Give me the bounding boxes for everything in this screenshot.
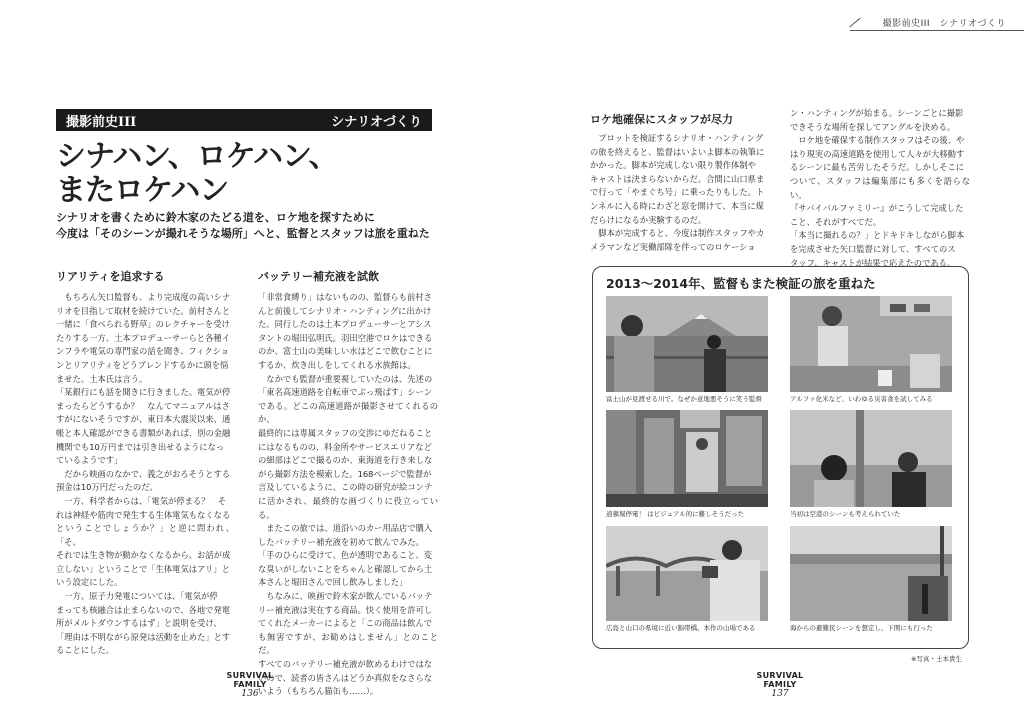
body-line: タントの堀田弘明氏。羽田空港でロケはできる <box>258 332 433 343</box>
footer-right <box>740 671 820 699</box>
caption-5: 広島と山口の県境に近い錦帯橋。本作の山場である <box>606 624 756 632</box>
caption-3: 道頓堀停電！ はビジュアル的に難しそうだった <box>606 510 745 518</box>
body-line: 所がメルトダウンするはず」と説明を受け、 <box>56 618 222 629</box>
body-line: キャストは決まらないからだ。合間に山口県ま <box>590 173 765 184</box>
column-battery <box>258 270 438 699</box>
body-line: ついて、スタッフは編集部にも多くを語らない。 <box>790 175 970 200</box>
body-reality <box>56 291 234 658</box>
body-line: まっても核融合は止まらないので、各地で発電 <box>56 604 231 615</box>
body-line: ちなみに、映画で鈴木家が飲んでいるバッテ <box>258 591 433 602</box>
body-line: も無害ですが、お勧めはしません」とのことだ。 <box>258 631 438 656</box>
body-line: んと前後してシナリオ・ハンティングに出かけ <box>258 305 432 316</box>
body-line: メラマンなど実働部隊を伴ってのロケーショ <box>590 241 756 252</box>
column-location <box>590 113 770 254</box>
photo-emergency-food <box>790 296 952 392</box>
body-line: だらけになるか実験するのだ。 <box>590 214 707 225</box>
body-line: またこの旅では、道沿いのカー用品店で購入 <box>258 523 433 534</box>
body-line: いので、読者の皆さんはどうか真似をなさらな <box>258 672 433 683</box>
body-line: リー補充液は実在する商品。快く使用を許可し <box>258 604 433 615</box>
body-line: 預金は10万円だったのだ。 <box>56 482 158 493</box>
footer-left <box>210 671 290 699</box>
column-reality <box>56 270 234 658</box>
body-line: だから映画のなかで、義之がおろそうとする <box>56 468 231 479</box>
body-line: れは神経や筋肉で発生する生体電気もなくなる <box>56 509 231 520</box>
body-line: 「東名高速道路を自転車でぶっ飛ばす」シーン <box>258 387 433 398</box>
running-head: 撮影前史III シナリオづくり <box>882 19 1006 29</box>
body-line: 「某銀行にも話を聞きに行きました。電気が停 <box>56 387 231 398</box>
body-line: にはなるものの、料金所やサービスエリアなど <box>258 441 432 452</box>
photo-box-title: 2013〜2014年、監督もまた検証の旅を重ねた <box>606 276 876 291</box>
photo-credit: ※写真・土本貴生 <box>911 655 962 663</box>
photo-kintaikyo <box>606 526 768 621</box>
body-line: まったらどうするか？ なんてマニュアルはさ <box>56 400 230 411</box>
caption-6: 海からの避難民シーンを想定し、下関にも行った <box>790 624 933 632</box>
body-line: がら撮影方法を模索した。168ページで監督が <box>258 468 432 479</box>
body-line: はり現実の高速道路を使用して人々が大移動す <box>790 148 965 159</box>
body-line: 機関でも10万円までは引き出せるようになっ <box>56 441 225 452</box>
page-headline <box>56 140 436 208</box>
body-line: ンとリアリティをどうブレンドするかに頭を悩 <box>56 359 229 370</box>
body-line: こと、それがすべてだ。 <box>790 216 882 227</box>
body-line: もちろん矢口監督も、より完成度の高いシナ <box>56 292 231 302</box>
page-number-right: 137 <box>771 689 789 699</box>
running-head-rule <box>850 30 1024 31</box>
body-line: ンネルに入る時にわざと窓を開けて、本当に煤 <box>590 200 764 211</box>
body-line: た。同行したのは土本プロデューサーとアシス <box>258 319 432 330</box>
body-line: 『サバイバルファミリー』がこうして完成した <box>790 203 964 214</box>
body-line: で行って「やまぐち号」に乗ったりもした。ト <box>590 187 765 198</box>
body-line: 一方、科学者からは、「電気が停まる？ そ <box>56 495 227 506</box>
footer-left-brand: SURVIVAL FAMILY <box>226 671 274 689</box>
body-line: するか、炊き出しをしてくれる水族館は。 <box>258 359 416 370</box>
heading-battery: バッテリー補充液を試飲 <box>258 270 379 283</box>
body-line: なかでも監督が重要視していたのは、先述の <box>258 373 433 384</box>
body-line: 言及しているように、この時の研究が絵コンテ <box>258 482 433 493</box>
body-line: いう設定にした。 <box>56 577 123 588</box>
heading-reality: リアリティを追求する <box>56 270 165 283</box>
body-line: 「理由は不明ながら原発は活動を止めた」とす <box>56 631 231 642</box>
body-line: 立しない」ということで「生体電気はアリ」と <box>56 563 230 574</box>
body-location <box>590 132 770 254</box>
body-line: の細部はどこで撮るのか、東海道を行き来しな <box>258 455 433 466</box>
body-line: に活かされ、最終的な画づくりに役立っている。 <box>258 495 438 520</box>
body-line: ているようです」 <box>56 455 123 466</box>
body-line: 「手のひらに受けて、色が透明であること、変 <box>258 550 433 561</box>
title-bar-right: シナリオづくり <box>331 114 422 130</box>
body-line: それでは生き物が動かなくなるから、お話が成 <box>56 550 231 561</box>
body-line: プロットを検証するシナリオ・ハンティング <box>590 133 764 143</box>
body-location-cont <box>790 107 970 270</box>
body-line: である。どこの高速道路が撮影させてくれるのか、 <box>258 400 438 425</box>
heading-location: ロケ地確保にスタッフが尽力 <box>590 113 733 126</box>
body-line: ませた。土本氏は言う。 <box>56 373 148 384</box>
body-line: ロケ地を確保する制作スタッフはその後、や <box>790 135 965 146</box>
photo-shimonoseki <box>790 526 952 621</box>
title-bar-left: 撮影前史III <box>66 114 137 130</box>
section-title-bar <box>56 109 432 131</box>
body-line: できそうな場所を探してアングルを決める。 <box>790 121 956 132</box>
body-line: 「本当に撮れるの？」とドキドキしながら脚本 <box>790 230 965 241</box>
body-line: 一緒に「食べられる野草」のレクチャーを受け <box>56 319 230 330</box>
photo-fuji-river <box>606 296 768 392</box>
body-line: 本さんと堀田さんで回し飲みしました」 <box>258 577 408 588</box>
body-line: ンフラや電気の専門家の話を聞き、フィクショ <box>56 346 230 357</box>
body-battery <box>258 291 438 699</box>
caption-2: アルファ化米など、いわゆる災害食を試してみる <box>790 395 933 403</box>
lead-line-2: 今度は「そのシーンが撮れそうな場所」へと、監督とスタッフは旅を重ねた <box>56 227 430 240</box>
body-line: ン・ハンティングが始まる。シーンごとに撮影 <box>790 108 964 118</box>
body-line: 脚本が完成すると、今度は制作スタッフやカ <box>590 228 765 239</box>
body-line: ということでしょうか？」と逆に問われ、「そ、 <box>56 523 234 547</box>
body-line: したバッテリー補充液を初めて飲んでみた。 <box>258 536 424 547</box>
body-line: のか、富士山の美味しい水はどこで飲むことに <box>258 346 433 357</box>
footer-right-brand: SURVIVAL FAMILY <box>756 671 804 689</box>
body-line: すがにないそうですが、東日本大震災以来、通 <box>56 414 231 425</box>
column-location-cont <box>790 107 970 270</box>
body-line: すべてのバッテリー補充液が飲めるわけではな <box>258 659 433 670</box>
headline-line-2: またロケハン <box>56 173 229 208</box>
headline-line-1: シナハン、ロケハン、 <box>56 139 338 174</box>
running-head-slash <box>849 18 860 28</box>
photo-dotonbori <box>606 410 768 507</box>
lead-paragraph <box>56 210 436 242</box>
body-line: 帳と本人確認ができる書類があれば、別の金融 <box>56 427 231 438</box>
body-line: を完成させた矢口監督に対して、すべてのス <box>790 243 956 254</box>
body-line: かかった。脚本が完成しない限り製作体制や <box>590 160 756 171</box>
photo-airport <box>790 410 952 507</box>
body-line: てくれたメーカーによると「この商品は飲んで <box>258 618 433 629</box>
caption-4: 当初は空港のシーンも考えられていた <box>790 510 901 518</box>
page-number-left: 136 <box>241 689 259 699</box>
body-line: 「非常食縛り」はないものの、監督らも前村さ <box>258 292 432 302</box>
caption-1: 富士山が見渡せる川で。なぜか意地悪そうに笑う監督 <box>606 395 762 403</box>
body-line: な臭いがしないことをちゃんと確認してから土 <box>258 563 433 574</box>
body-line: の旅を終えると、監督はいよいよ脚本の執筆に <box>590 146 765 157</box>
body-line: たりする一方、土本プロデューサーらと各種イ <box>56 332 230 343</box>
body-line: 一方、原子力発電については、「電気が停 <box>56 591 218 602</box>
body-line: タッフ、キャストが結果で応えたのである。 <box>790 257 956 268</box>
body-line: 最終的には専属スタッフの交渉にゆだねること <box>258 427 433 438</box>
body-line: るシーンに最も苦労したそうだ。しかしそこに <box>790 162 965 173</box>
body-line: ることにした。 <box>56 645 115 656</box>
lead-line-1: シナリオを書くために鈴木家のたどる道を、ロケ地を探すために <box>56 211 375 224</box>
body-line: いよう（もちろん猫缶も……）。 <box>258 686 379 697</box>
body-line: リオを目指して取材を続けていた。前村さんと <box>56 305 231 316</box>
